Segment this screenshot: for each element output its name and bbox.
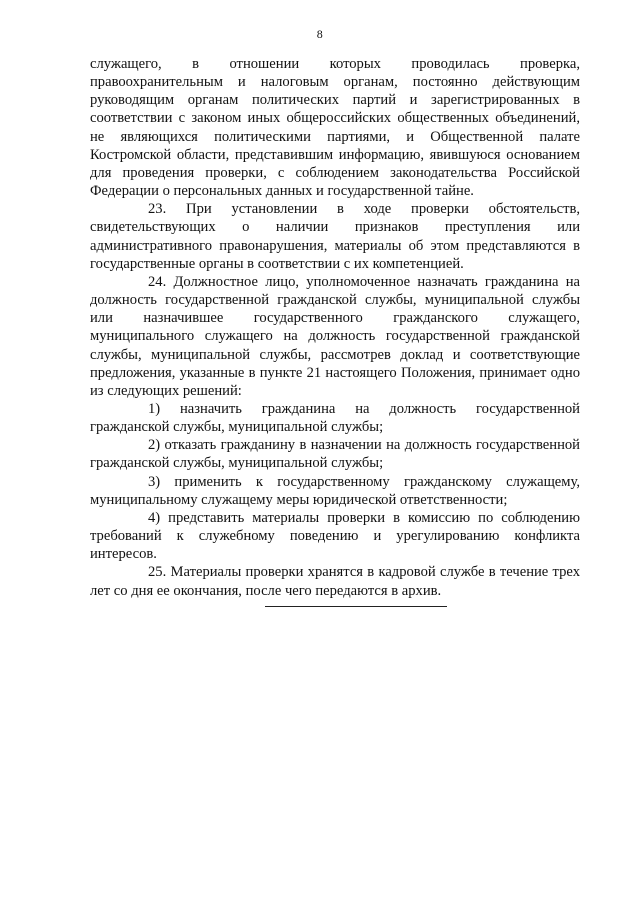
end-separator-line [265, 606, 447, 607]
paragraph-continuation: служащего, в отношении которых проводилась проверка, правоохранительным и налоговым органам, постоянно действующим руководящим органам политических партий и зарегистрированных в соответствии с законом иных общероссийских общественных объединений, не являющихся политическими партиями, и Общественной палате Костромской области, представившим информацию, явившуюся основанием для проведения проверки, с соблюдением законодательства Российской Федерации о персональных данных и государственной тайне. [90, 56, 580, 200]
list-item-1: 1) назначить гражданина на должность государственной гражданской службы, муниципальной службы; [90, 400, 580, 436]
paragraph-25: 25. Материалы проверки хранятся в кадровой службе в течение трех лет со дня ее окончания, после чего передаются в архив. [90, 564, 580, 599]
document-body [90, 55, 580, 600]
list-item-3: 3) применить к государственному гражданскому служащему, муниципальному служащему меры юридической ответственности; [90, 473, 580, 508]
paragraph-24: 24. Должностное лицо, уполномоченное назначать гражданина на должность государственной гражданской службы, муниципальной службы или назначившее государственного гражданского служащего, муниципального служащего на должность государственной гражданской службы, муниципальной службы, рассмотрев доклад и соответствующие предложения, указанные в пункте 21 настоящего Положения, принимает одно из следующих решений: [90, 273, 580, 399]
list-item-4: 4) представить материалы проверки в комиссию по соблюдению требований к служебному поведению и урегулированию конфликта интересов. [90, 509, 580, 563]
page-number: 8 [316, 27, 324, 41]
paragraph-23: 23. При установлении в ходе проверки обстоятельств, свидетельствующих о наличии признаков преступления или административного правонарушения, материалы об этом представляются в государственные органы в соответствии с их компетенцией. [90, 201, 580, 272]
list-item-2: 2) отказать гражданину в назначении на должность государственной гражданской службы, муниципальной службы; [90, 437, 580, 472]
